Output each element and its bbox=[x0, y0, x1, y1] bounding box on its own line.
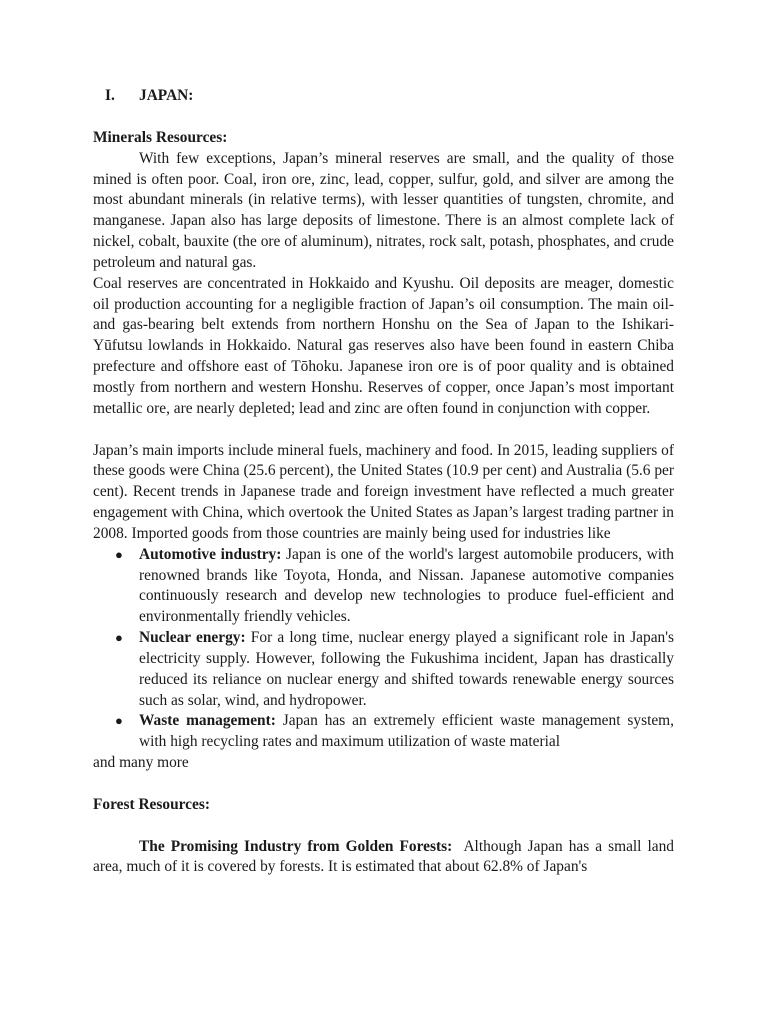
item-label: Automotive industry: bbox=[139, 545, 282, 563]
item-label: Waste management: bbox=[139, 712, 276, 730]
forest-heading: Forest Resources: bbox=[93, 795, 210, 813]
bullet-icon: ● bbox=[115, 713, 123, 729]
item-text: Japan is one of the world's largest automobile producers, with renowned brands like Toyota, Honda, and Nissan. Japanese automotive companies continuously research and develop new technologies to produce fuel-efficient and environmentally friendly vehicles. bbox=[139, 545, 674, 626]
document-page bbox=[93, 86, 678, 878]
section-numeral: I. bbox=[105, 87, 115, 104]
list-item bbox=[93, 545, 674, 628]
bullet-icon: ● bbox=[115, 546, 123, 562]
forest-text: Although Japan has a small land area, much of it is covered by forests. It is estimated that about 62.8% of Japan's bbox=[93, 837, 678, 876]
imports-paragraph: Japan’s main imports include mineral fuels, machinery and food. In 2015, leading suppliers of these goods were China (25.6 percent), the United States (10.9 per cent) and Australia (5.6 per cent). Recent trends in Japanese trade and foreign investment have reflected a much greater engagement with China, which overtook the United States as Japan’s largest trading partner in 2008. Imported goods from those countries are mainly being used for industries like bbox=[93, 441, 674, 542]
forest-label: The Promising Industry from Golden Forests: bbox=[139, 837, 453, 855]
forest-paragraph bbox=[93, 837, 678, 879]
minerals-paragraph-2: Coal reserves are concentrated in Hokkaido and Kyushu. Oil deposits are meager, domestic oil production accounting for a negligible fraction of Japan’s oil consumption. The main oil- and gas-bearing belt extends from northern Honshu on the Sea of Japan to the Ishikari-Yūfutsu lowlands in Hokkaido. Natural gas reserves also have been found in eastern Chiba prefecture and offshore east of Tōhoku. Japanese iron ore is of poor quality and is obtained mostly from northern and western Honshu. Reserves of copper, once Japan’s most important metallic ore, are nearly depleted; lead and zinc are often found in conjunction with copper. bbox=[93, 274, 674, 417]
item-text: For a long time, nuclear energy played a significant role in Japan's electricity supply. However, following the Fukushima incident, Japan has drastically reduced its reliance on nuclear energy and shifted towards renewable energy sources such as solar, wind, and hydropower. bbox=[139, 629, 675, 709]
minerals-heading: Minerals Resources: bbox=[93, 128, 228, 146]
item-text: Japan has an extremely efficient waste management system, with high recycling rates and maximum utilization of waste material bbox=[139, 712, 674, 751]
minerals-paragraph-1: With few exceptions, Japan’s mineral reserves are small, and the quality of those mined is often poor. Coal, iron ore, zinc, lead, copper, sulfur, gold, and silver are among the most abundant minerals (in relative terms), with lesser quantities of tungsten, chromite, and manganese. Japan also has large deposits of limestone. There is an almost complete lack of nickel, cobalt, bauxite (the ore of aluminum), nitrates, rock salt, potash, phosphates, and crude petroleum and natural gas. bbox=[93, 149, 674, 271]
list-item bbox=[93, 628, 674, 711]
spacer bbox=[93, 107, 674, 128]
country-heading bbox=[105, 86, 674, 107]
spacer bbox=[93, 420, 674, 441]
item-label: Nuclear energy: bbox=[139, 629, 246, 647]
spacer bbox=[93, 774, 674, 795]
spacer bbox=[93, 816, 674, 837]
bullet-icon: ● bbox=[115, 630, 123, 646]
industries-list bbox=[93, 545, 674, 753]
trailing-text: and many more bbox=[93, 754, 189, 772]
country-title: JAPAN: bbox=[139, 87, 194, 104]
list-item bbox=[93, 711, 674, 753]
